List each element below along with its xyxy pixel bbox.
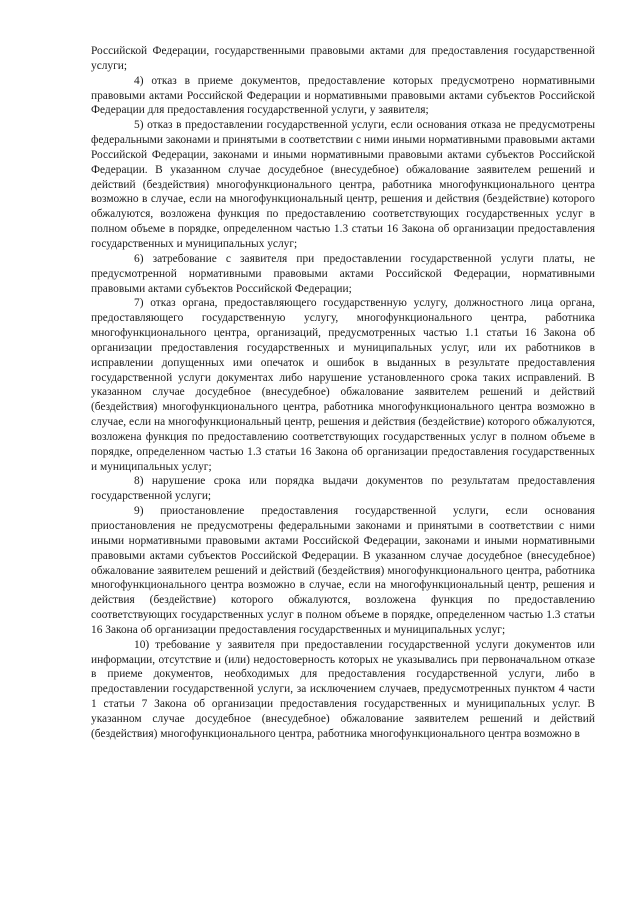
paragraph-item-10: 10) требование у заявителя при предоставлении государственной услуги документов или информации, отсутствие и (или) недостоверность которых не указывались при первоначальном отказе в приеме документов, необходимых для предоставления государственной услуги, либо в предоставлении государственной услуги, за исключением случаев, предусмотренных пунктом 4 части 1 статьи 7 Закона об организации предоставления государственных и муниципальных услуг. В указанном случае досудебное (внесудебное) обжалование заявителем решений и действий (бездействия) многофункционального центра, работника многофункционального центра возможно в	[91, 638, 595, 740]
paragraph-item-9: 9) приостановление предоставления государственной услуги, если основания приостановления не предусмотрены федеральными законами и принятыми в соответствии с ними иными нормативными правовыми актами Российской Федерации, законами и иными нормативными правовыми актами субъектов Российской Федерации. В указанном случае досудебное (внесудебное) обжалование заявителем решений и действий (бездействия) многофункционального центра, работника многофункционального центра возможно в случае, если на многофункциональный центр, решения и действия (бездействие) которого обжалуются, возложена функция по предоставлению соответствующих государственных услуг в полном объеме в порядке, определенном частью 1.3 статьи 16 Закона об организации предоставления государственных и муниципальных услуг;	[91, 505, 595, 636]
paragraph-item-4: 4) отказ в приеме документов, предоставление которых предусмотрено нормативными правовыми актами Российской Федерации и нормативными правовыми актами субъектов Российской Федерации для предоставления государственной услуги, у заявителя;	[91, 74, 595, 117]
paragraph-item-8: 8) нарушение срока или порядка выдачи документов по результатам предоставления государственной услуги;	[91, 475, 595, 503]
paragraph-item-6: 6) затребование с заявителя при предоставлении государственной услуги платы, не предусмотренной нормативными правовыми актами Российской Федерации, нормативными правовыми актами субъектов Российской Федерации;	[91, 252, 595, 295]
paragraph-continuation: Российской Федерации, государственными правовыми актами для предоставления государственной услуги;	[91, 45, 595, 72]
paragraph-item-7: 7) отказ органа, предоставляющего государственную услугу, должностного лица органа, предоставляющего государственную услугу, многофункционального центра, работника многофункционального центра, организаций, предусмотренных частью 1.1 статьи 16 Закона об организации предоставления государственных и муниципальных услуг, или их работников в исправлении допущенных ими опечаток и ошибок в выданных в результате предоставления государственной услуги документах либо нарушение установленного срока таких исправлений. В указанном случае досудебное (внесудебное) обжалование заявителем решений и действий (бездействия) многофункционального центра, работника многофункционального центра возможно в случае, если на многофункциональный центр, решения и действия (бездействие) которого обжалуются, возложена функция по предоставлению соответствующих государственных услуг в полном объеме в порядке, определенном частью 1.3 статьи 16 Закона об организации предоставления государственных и муниципальных услуг;	[91, 297, 595, 473]
paragraph-item-5: 5) отказ в предоставлении государственной услуги, если основания отказа не предусмотрены федеральными законами и принятыми в соответствии с ними иными нормативными правовыми актами Российской Федерации, законами и иными нормативными правовыми актами субъектов Российской Федерации. В указанном случае досудебное (внесудебное) обжалование заявителем решений и действий (бездействия) многофункционального центра, работника многофункционального центра возможно в случае, если на многофункциональный центр, решения и действия (бездействие) которого обжалуются, возложена функция по предоставлению соответствующих государственных услуг в полном объеме в порядке, определенном частью 1.3 статьи 16 Закона об организации предоставления государственных и муниципальных услуг;	[91, 119, 595, 250]
document-page	[91, 44, 595, 742]
